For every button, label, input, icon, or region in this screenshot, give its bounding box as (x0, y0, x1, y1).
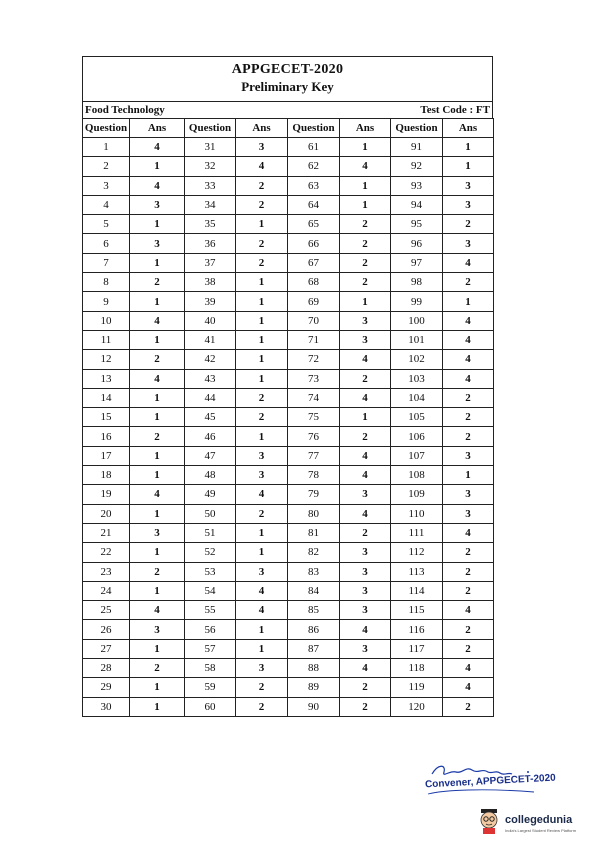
question-number-cell: 63 (288, 176, 340, 195)
question-number-cell: 10 (83, 311, 130, 330)
question-number-cell: 29 (83, 678, 130, 697)
question-number-cell: 15 (83, 408, 130, 427)
table-row (83, 446, 494, 465)
question-number-cell: 6 (83, 234, 130, 253)
answer-cell: 3 (236, 659, 288, 678)
answer-cell: 2 (340, 678, 391, 697)
question-number-cell: 111 (391, 523, 443, 542)
table-row (83, 697, 494, 716)
table-header-row (83, 119, 494, 138)
question-number-cell: 48 (185, 466, 236, 485)
answer-cell: 4 (443, 678, 494, 697)
question-number-cell: 117 (391, 639, 443, 658)
answer-cell: 1 (443, 157, 494, 176)
question-number-cell: 51 (185, 523, 236, 542)
answer-cell: 4 (443, 311, 494, 330)
question-number-cell: 67 (288, 253, 340, 272)
answer-cell: 1 (340, 292, 391, 311)
question-number-cell: 60 (185, 697, 236, 716)
answer-cell: 1 (236, 620, 288, 639)
question-number-cell: 35 (185, 215, 236, 234)
question-number-cell: 65 (288, 215, 340, 234)
answer-cell: 4 (130, 311, 185, 330)
answer-cell: 2 (340, 427, 391, 446)
answer-cell: 4 (443, 601, 494, 620)
question-number-cell: 59 (185, 678, 236, 697)
answer-cell: 2 (340, 523, 391, 542)
column-header-question: Question (83, 119, 130, 138)
question-number-cell: 77 (288, 446, 340, 465)
question-number-cell: 18 (83, 466, 130, 485)
question-number-cell: 33 (185, 176, 236, 195)
question-number-cell: 96 (391, 234, 443, 253)
question-number-cell: 45 (185, 408, 236, 427)
table-row (83, 408, 494, 427)
question-number-cell: 107 (391, 446, 443, 465)
question-number-cell: 54 (185, 581, 236, 600)
answer-cell: 1 (130, 504, 185, 523)
answer-cell: 1 (130, 639, 185, 658)
question-number-cell: 68 (288, 273, 340, 292)
page-subtitle: Preliminary Key (241, 79, 334, 94)
answer-cell: 2 (130, 273, 185, 292)
question-number-cell: 31 (185, 138, 236, 157)
question-number-cell: 120 (391, 697, 443, 716)
answer-cell: 4 (236, 581, 288, 600)
answer-cell: 3 (340, 562, 391, 581)
answer-cell: 4 (340, 350, 391, 369)
question-number-cell: 58 (185, 659, 236, 678)
question-number-cell: 99 (391, 292, 443, 311)
question-number-cell: 84 (288, 581, 340, 600)
table-row (83, 253, 494, 272)
table-row (83, 176, 494, 195)
answer-cell: 2 (130, 350, 185, 369)
question-number-cell: 4 (83, 195, 130, 214)
answer-cell: 2 (340, 234, 391, 253)
answer-cell: 2 (236, 388, 288, 407)
question-number-cell: 86 (288, 620, 340, 639)
answer-cell: 1 (130, 543, 185, 562)
answer-cell: 2 (443, 639, 494, 658)
question-number-cell: 11 (83, 330, 130, 349)
question-number-cell: 56 (185, 620, 236, 639)
column-header-ans: Ans (236, 119, 288, 138)
question-number-cell: 38 (185, 273, 236, 292)
answer-cell: 2 (443, 273, 494, 292)
answer-cell: 4 (340, 157, 391, 176)
answer-cell: 2 (236, 678, 288, 697)
answer-cell: 3 (340, 543, 391, 562)
title-box (82, 56, 493, 101)
question-number-cell: 109 (391, 485, 443, 504)
answer-cell: 4 (236, 157, 288, 176)
question-number-cell: 9 (83, 292, 130, 311)
question-number-cell: 113 (391, 562, 443, 581)
question-number-cell: 100 (391, 311, 443, 330)
table-row (83, 620, 494, 639)
answer-cell: 1 (130, 697, 185, 716)
question-number-cell: 80 (288, 504, 340, 523)
answer-cell: 2 (340, 215, 391, 234)
question-number-cell: 116 (391, 620, 443, 639)
question-number-cell: 98 (391, 273, 443, 292)
question-number-cell: 53 (185, 562, 236, 581)
table-row (83, 601, 494, 620)
answer-cell: 1 (236, 369, 288, 388)
answer-cell: 3 (130, 234, 185, 253)
question-number-cell: 91 (391, 138, 443, 157)
answer-cell: 4 (340, 620, 391, 639)
question-number-cell: 46 (185, 427, 236, 446)
column-header-question: Question (185, 119, 236, 138)
answer-cell: 4 (130, 369, 185, 388)
answer-cell: 2 (340, 273, 391, 292)
logo-name: collegedunia (505, 813, 573, 826)
answer-cell: 2 (443, 543, 494, 562)
question-number-cell: 78 (288, 466, 340, 485)
answer-cell: 2 (443, 581, 494, 600)
answer-cell: 1 (130, 330, 185, 349)
question-number-cell: 106 (391, 427, 443, 446)
answer-cell: 1 (236, 273, 288, 292)
question-number-cell: 39 (185, 292, 236, 311)
answer-cell: 1 (130, 446, 185, 465)
answer-cell: 1 (130, 253, 185, 272)
answer-cell: 2 (340, 369, 391, 388)
answer-cell: 2 (443, 427, 494, 446)
test-code-label: Test Code : FT (420, 104, 490, 116)
table-row (83, 292, 494, 311)
answer-cell: 2 (340, 253, 391, 272)
question-number-cell: 50 (185, 504, 236, 523)
answer-cell: 3 (340, 485, 391, 504)
question-number-cell: 3 (83, 176, 130, 195)
table-row (83, 427, 494, 446)
question-number-cell: 27 (83, 639, 130, 658)
question-number-cell: 82 (288, 543, 340, 562)
table-row (83, 581, 494, 600)
question-number-cell: 115 (391, 601, 443, 620)
table-row (83, 273, 494, 292)
question-number-cell: 7 (83, 253, 130, 272)
table-row (83, 330, 494, 349)
question-number-cell: 49 (185, 485, 236, 504)
mascot-icon (476, 807, 502, 835)
answer-cell: 3 (443, 234, 494, 253)
answer-cell: 4 (340, 388, 391, 407)
answer-cell: 2 (236, 697, 288, 716)
answer-cell: 1 (130, 292, 185, 311)
answer-cell: 2 (236, 504, 288, 523)
answer-cell: 2 (130, 427, 185, 446)
column-header-ans: Ans (443, 119, 494, 138)
column-header-ans: Ans (130, 119, 185, 138)
question-number-cell: 87 (288, 639, 340, 658)
answer-cell: 3 (236, 446, 288, 465)
column-header-question: Question (288, 119, 340, 138)
answer-cell: 1 (340, 176, 391, 195)
question-number-cell: 118 (391, 659, 443, 678)
answer-cell: 3 (443, 176, 494, 195)
question-number-cell: 2 (83, 157, 130, 176)
question-number-cell: 14 (83, 388, 130, 407)
answer-cell: 1 (340, 408, 391, 427)
column-header-question: Question (391, 119, 443, 138)
table-row (83, 659, 494, 678)
answer-cell: 2 (443, 620, 494, 639)
question-number-cell: 8 (83, 273, 130, 292)
question-number-cell: 62 (288, 157, 340, 176)
question-number-cell: 20 (83, 504, 130, 523)
answer-cell: 2 (130, 562, 185, 581)
answer-cell: 1 (236, 311, 288, 330)
table-row (83, 504, 494, 523)
answer-cell: 4 (443, 659, 494, 678)
answer-cell: 1 (130, 408, 185, 427)
answer-cell: 3 (443, 446, 494, 465)
table-row (83, 485, 494, 504)
page-title: APPGECET-2020 (231, 62, 344, 77)
question-number-cell: 26 (83, 620, 130, 639)
table-row (83, 388, 494, 407)
question-number-cell: 32 (185, 157, 236, 176)
answer-cell: 3 (443, 195, 494, 214)
answer-cell: 2 (236, 195, 288, 214)
question-number-cell: 74 (288, 388, 340, 407)
answer-cell: 3 (236, 138, 288, 157)
table-row (83, 369, 494, 388)
answer-cell: 3 (130, 523, 185, 542)
table-row (83, 678, 494, 697)
answer-cell: 1 (236, 523, 288, 542)
question-number-cell: 108 (391, 466, 443, 485)
question-number-cell: 25 (83, 601, 130, 620)
answer-cell: 1 (236, 350, 288, 369)
answer-cell: 4 (340, 659, 391, 678)
answer-cell: 3 (130, 620, 185, 639)
table-row (83, 543, 494, 562)
answer-cell: 2 (236, 176, 288, 195)
answer-cell: 1 (340, 195, 391, 214)
question-number-cell: 69 (288, 292, 340, 311)
question-number-cell: 90 (288, 697, 340, 716)
answer-key-sheet (82, 56, 493, 717)
table-row (83, 350, 494, 369)
answer-cell: 1 (130, 466, 185, 485)
question-number-cell: 28 (83, 659, 130, 678)
question-number-cell: 47 (185, 446, 236, 465)
question-number-cell: 83 (288, 562, 340, 581)
question-number-cell: 110 (391, 504, 443, 523)
question-number-cell: 92 (391, 157, 443, 176)
question-number-cell: 105 (391, 408, 443, 427)
table-row (83, 157, 494, 176)
table-body (83, 138, 494, 717)
answer-cell: 3 (443, 485, 494, 504)
answer-cell: 4 (443, 369, 494, 388)
answer-cell: 4 (340, 446, 391, 465)
answer-cell: 2 (236, 234, 288, 253)
question-number-cell: 43 (185, 369, 236, 388)
question-number-cell: 52 (185, 543, 236, 562)
question-number-cell: 37 (185, 253, 236, 272)
answer-cell: 4 (443, 330, 494, 349)
question-number-cell: 76 (288, 427, 340, 446)
answer-cell: 3 (236, 466, 288, 485)
question-number-cell: 89 (288, 678, 340, 697)
question-number-cell: 85 (288, 601, 340, 620)
answer-cell: 1 (130, 678, 185, 697)
answer-cell: 1 (340, 138, 391, 157)
question-number-cell: 21 (83, 523, 130, 542)
answer-cell: 1 (236, 427, 288, 446)
table-row (83, 311, 494, 330)
answer-cell: 1 (236, 639, 288, 658)
answer-key-table (82, 118, 494, 717)
answer-cell: 2 (340, 697, 391, 716)
answer-cell: 4 (130, 138, 185, 157)
answer-cell: 4 (340, 466, 391, 485)
answer-cell: 3 (236, 562, 288, 581)
answer-cell: 4 (130, 485, 185, 504)
answer-cell: 2 (443, 408, 494, 427)
answer-cell: 1 (130, 215, 185, 234)
answer-cell: 3 (130, 195, 185, 214)
question-number-cell: 17 (83, 446, 130, 465)
question-number-cell: 64 (288, 195, 340, 214)
question-number-cell: 1 (83, 138, 130, 157)
question-number-cell: 112 (391, 543, 443, 562)
question-number-cell: 57 (185, 639, 236, 658)
question-number-cell: 66 (288, 234, 340, 253)
question-number-cell: 71 (288, 330, 340, 349)
question-number-cell: 12 (83, 350, 130, 369)
question-number-cell: 72 (288, 350, 340, 369)
question-number-cell: 70 (288, 311, 340, 330)
convener-signature-label: Convener, APPGECET-2020 (424, 772, 556, 791)
question-number-cell: 104 (391, 388, 443, 407)
answer-cell: 2 (443, 562, 494, 581)
table-row (83, 138, 494, 157)
question-number-cell: 19 (83, 485, 130, 504)
question-number-cell: 16 (83, 427, 130, 446)
answer-cell: 1 (130, 388, 185, 407)
table-row (83, 562, 494, 581)
table-row (83, 195, 494, 214)
question-number-cell: 36 (185, 234, 236, 253)
answer-cell: 3 (340, 639, 391, 658)
question-number-cell: 93 (391, 176, 443, 195)
question-number-cell: 95 (391, 215, 443, 234)
answer-cell: 4 (130, 176, 185, 195)
question-number-cell: 73 (288, 369, 340, 388)
table-row (83, 466, 494, 485)
answer-cell: 1 (236, 292, 288, 311)
answer-cell: 1 (236, 543, 288, 562)
answer-cell: 2 (443, 215, 494, 234)
answer-cell: 2 (443, 388, 494, 407)
meta-row (82, 101, 493, 118)
question-number-cell: 88 (288, 659, 340, 678)
question-number-cell: 22 (83, 543, 130, 562)
answer-cell: 2 (236, 253, 288, 272)
question-number-cell: 61 (288, 138, 340, 157)
answer-cell: 2 (130, 659, 185, 678)
question-number-cell: 94 (391, 195, 443, 214)
question-number-cell: 114 (391, 581, 443, 600)
table-row (83, 234, 494, 253)
question-number-cell: 23 (83, 562, 130, 581)
answer-cell: 1 (130, 581, 185, 600)
question-number-cell: 40 (185, 311, 236, 330)
answer-cell: 1 (130, 157, 185, 176)
answer-cell: 1 (443, 292, 494, 311)
question-number-cell: 79 (288, 485, 340, 504)
answer-cell: 4 (236, 601, 288, 620)
question-number-cell: 13 (83, 369, 130, 388)
answer-cell: 3 (340, 601, 391, 620)
answer-cell: 4 (130, 601, 185, 620)
answer-cell: 3 (340, 581, 391, 600)
question-number-cell: 55 (185, 601, 236, 620)
question-number-cell: 97 (391, 253, 443, 272)
table-row (83, 639, 494, 658)
answer-cell: 1 (443, 466, 494, 485)
answer-cell: 1 (236, 215, 288, 234)
question-number-cell: 81 (288, 523, 340, 542)
answer-cell: 4 (443, 523, 494, 542)
column-header-ans: Ans (340, 119, 391, 138)
collegedunia-logo (476, 805, 591, 837)
answer-cell: 4 (340, 504, 391, 523)
question-number-cell: 103 (391, 369, 443, 388)
question-number-cell: 75 (288, 408, 340, 427)
answer-cell: 2 (443, 697, 494, 716)
logo-tagline: India's Largest Student Review Platform (505, 827, 577, 833)
answer-cell: 3 (443, 504, 494, 523)
answer-cell: 4 (236, 485, 288, 504)
subject-label: Food Technology (85, 104, 165, 116)
answer-cell: 1 (443, 138, 494, 157)
question-number-cell: 42 (185, 350, 236, 369)
table-row (83, 215, 494, 234)
answer-cell: 1 (236, 330, 288, 349)
question-number-cell: 101 (391, 330, 443, 349)
question-number-cell: 30 (83, 697, 130, 716)
question-number-cell: 5 (83, 215, 130, 234)
question-number-cell: 119 (391, 678, 443, 697)
answer-cell: 3 (340, 330, 391, 349)
table-row (83, 523, 494, 542)
question-number-cell: 44 (185, 388, 236, 407)
answer-cell: 4 (443, 253, 494, 272)
answer-cell: 3 (340, 311, 391, 330)
answer-cell: 4 (443, 350, 494, 369)
question-number-cell: 41 (185, 330, 236, 349)
question-number-cell: 24 (83, 581, 130, 600)
answer-cell: 2 (236, 408, 288, 427)
question-number-cell: 102 (391, 350, 443, 369)
question-number-cell: 34 (185, 195, 236, 214)
